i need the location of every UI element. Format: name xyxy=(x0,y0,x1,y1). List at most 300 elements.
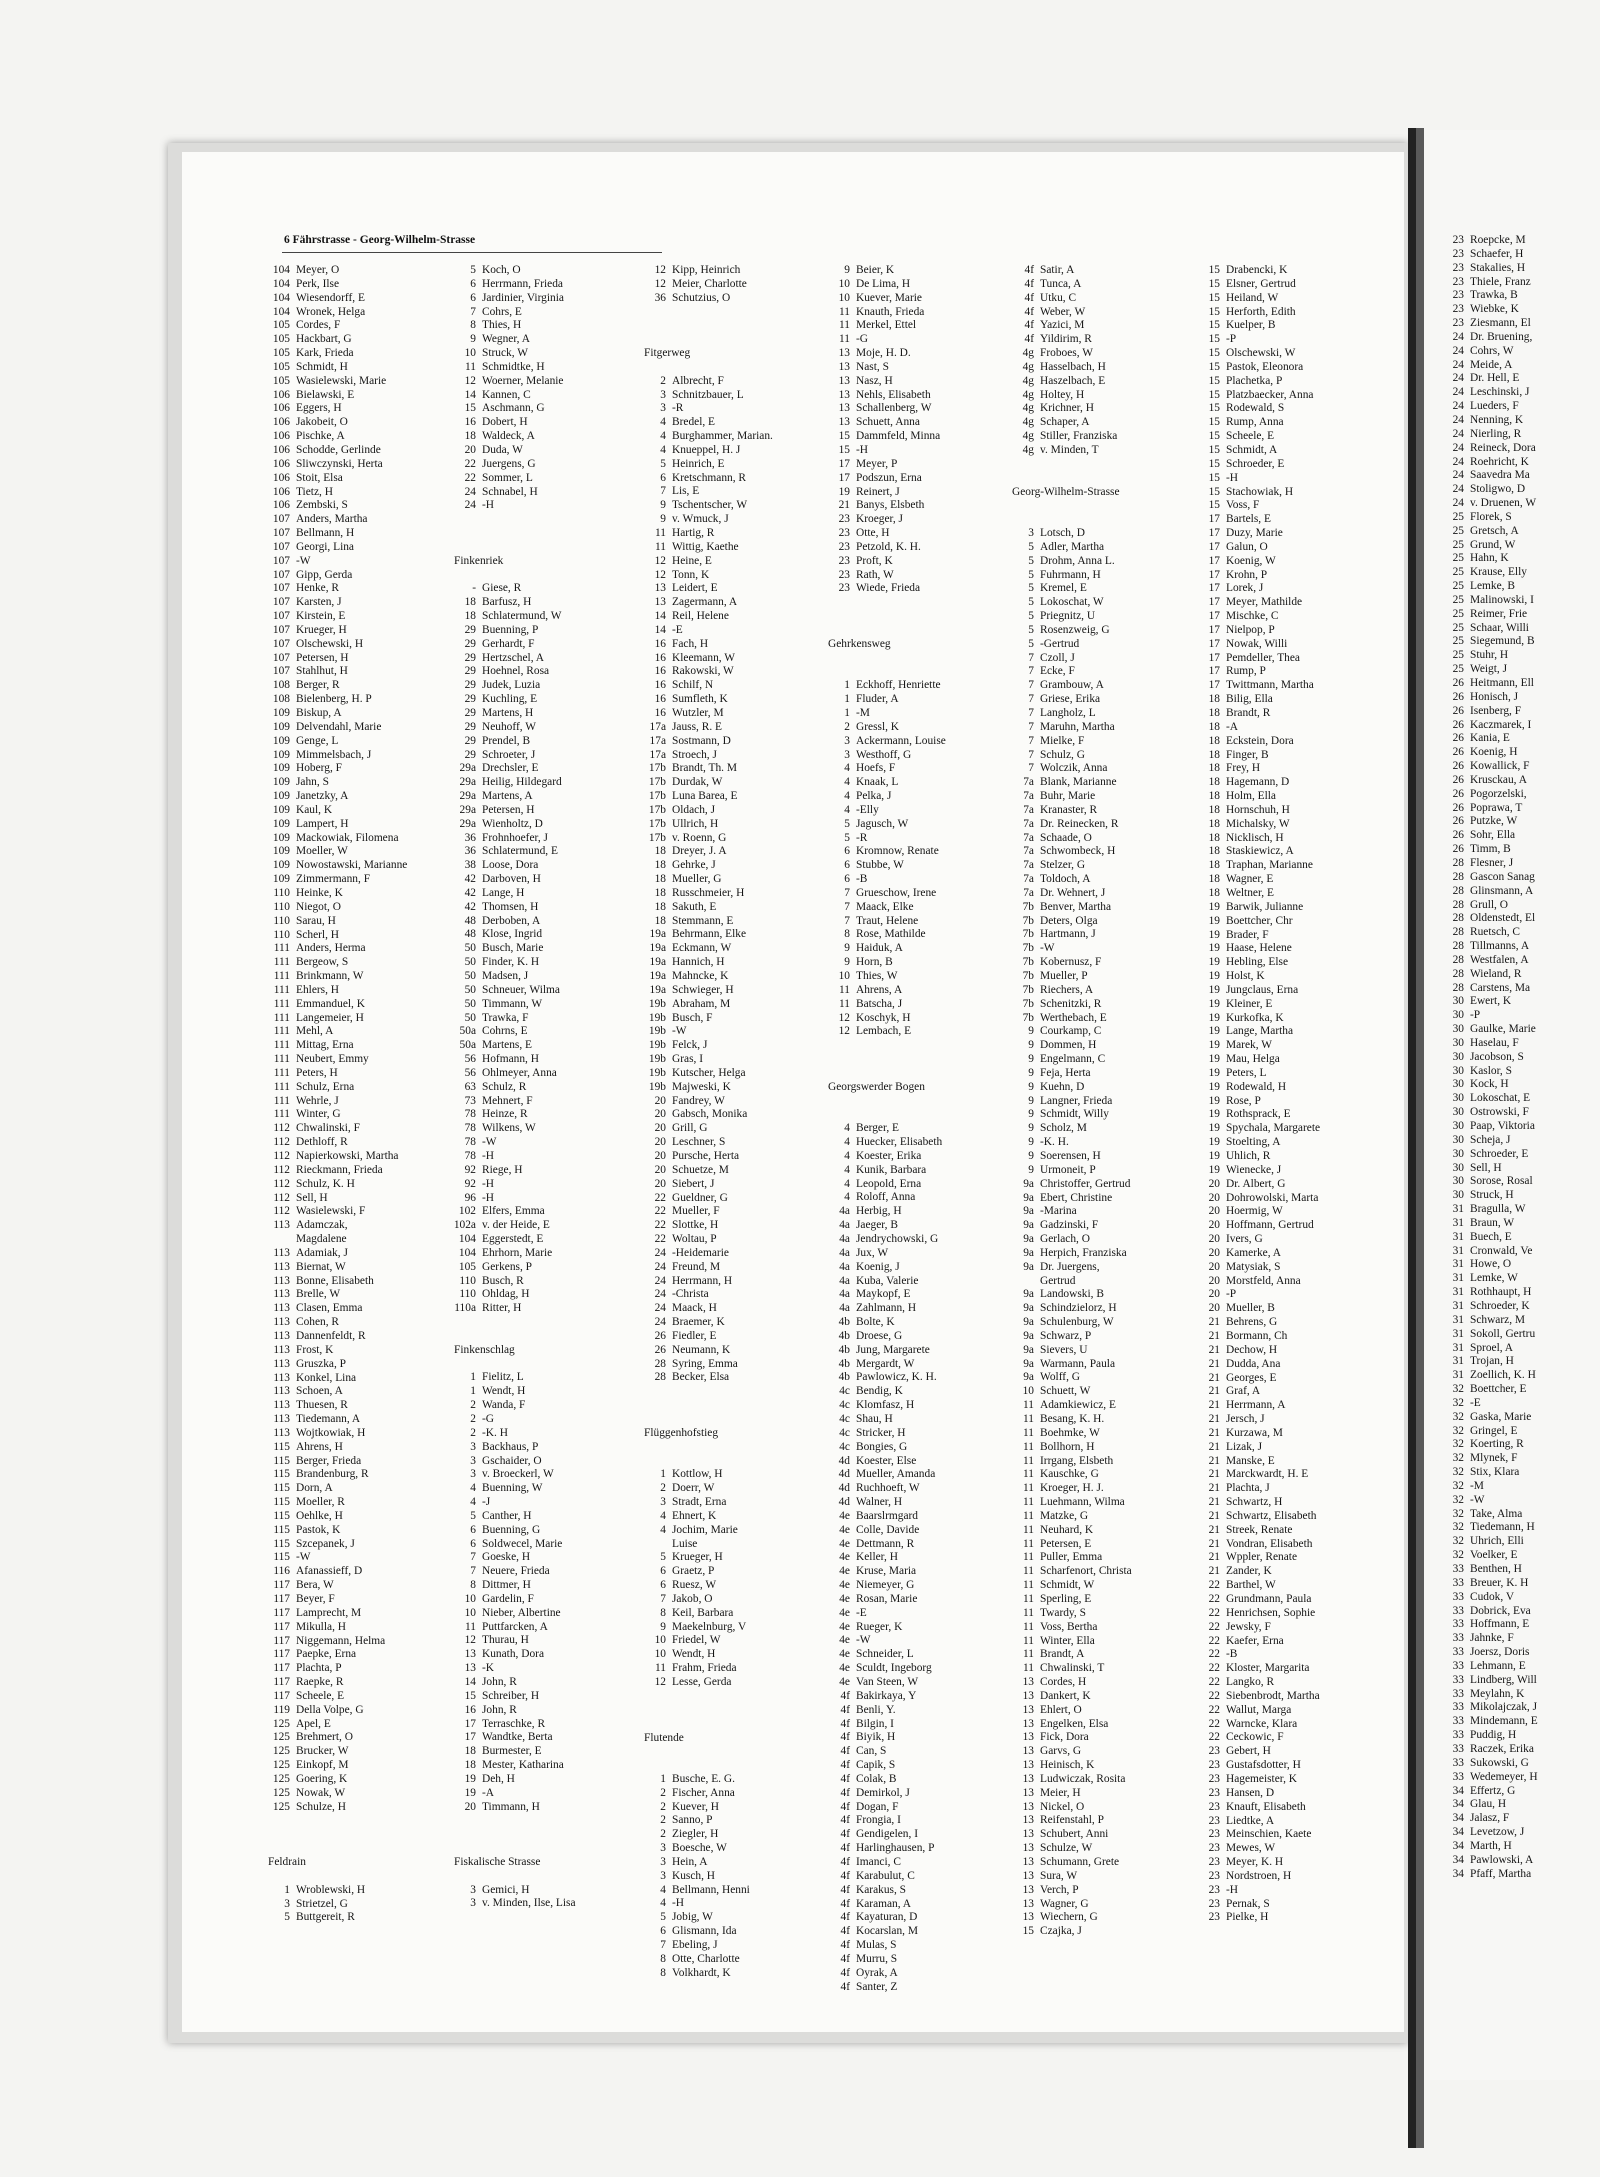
house-number: 10 xyxy=(464,1592,476,1605)
directory-entry xyxy=(1444,774,1600,788)
directory-entry xyxy=(1008,942,1180,956)
resident-name: v. Druenen, W xyxy=(1470,497,1537,510)
resident-name: Braun, W xyxy=(1470,1216,1515,1229)
directory-entry xyxy=(1008,1662,1180,1676)
house-number: 15 xyxy=(1208,402,1220,415)
resident-name: Lindberg, Will xyxy=(1470,1673,1537,1686)
house-number: 7 xyxy=(844,914,850,927)
house-number: 7 xyxy=(660,1592,666,1605)
directory-entry xyxy=(1194,1358,1366,1372)
house-number: 30 xyxy=(1452,1036,1464,1049)
house-number: 28 xyxy=(1452,912,1464,925)
resident-name: Chwalinski, F xyxy=(296,1122,360,1135)
house-number: 4f xyxy=(840,1897,850,1910)
directory-entry xyxy=(1008,1482,1180,1496)
house-number: 113 xyxy=(273,1302,290,1315)
house-number: 19 xyxy=(838,485,850,498)
directory-entry xyxy=(264,1759,436,1773)
resident-name: -B xyxy=(856,873,868,886)
resident-name: Lamprecht, M xyxy=(296,1606,362,1619)
directory-entry xyxy=(450,1621,622,1635)
house-number: 5 xyxy=(470,264,476,276)
resident-name: Tiedemann, A xyxy=(296,1413,361,1426)
resident-name: Bendig, K xyxy=(856,1385,903,1398)
resident-name: Duzy, Marie xyxy=(1226,527,1283,540)
resident-name: Holtey, H xyxy=(1040,388,1085,401)
resident-name: Oldach, J xyxy=(672,803,716,816)
directory-entry xyxy=(824,1358,996,1372)
directory-entry xyxy=(264,596,436,610)
resident-name: Nordstroen, H xyxy=(1226,1869,1292,1882)
resident-name: -Marina xyxy=(1040,1205,1077,1218)
street-heading: Flutende xyxy=(644,1731,684,1744)
resident-name: Marth, H xyxy=(1470,1839,1512,1852)
house-number: 23 xyxy=(1452,234,1464,246)
resident-name: Russchmeier, H xyxy=(672,886,745,899)
resident-name: Struck, H xyxy=(1470,1189,1514,1202)
directory-entry xyxy=(264,984,436,998)
resident-name: v. Minden, T xyxy=(1040,443,1099,456)
resident-name: -K xyxy=(482,1662,495,1675)
house-number: 29 xyxy=(464,748,476,761)
directory-entry xyxy=(264,915,436,929)
directory-entry xyxy=(824,1524,996,1538)
house-number: 17 xyxy=(1208,623,1220,636)
resident-name: -Heidemarie xyxy=(672,1246,729,1259)
house-number: 22 xyxy=(464,457,476,470)
resident-name: Sproel, A xyxy=(1470,1341,1514,1354)
resident-name: Eckstein, Dora xyxy=(1226,734,1294,747)
resident-name: Bragulla, W xyxy=(1470,1203,1526,1216)
house-number: 19 xyxy=(1208,956,1220,969)
house-number: 4f xyxy=(840,1966,850,1979)
resident-name: Jakob, O xyxy=(672,1592,713,1605)
directory-entry xyxy=(264,970,436,984)
directory-entry xyxy=(1194,389,1366,403)
directory-entry xyxy=(1444,1162,1600,1176)
resident-name: Levetzow, J xyxy=(1470,1826,1525,1839)
house-number: 12 xyxy=(464,374,476,387)
directory-entry xyxy=(1194,582,1366,596)
directory-entry xyxy=(264,804,436,818)
house-number: 7 xyxy=(1028,693,1034,706)
resident-name: Kroeger, J xyxy=(856,513,903,526)
resident-name: Schumann, Grete xyxy=(1040,1856,1120,1868)
house-number: 18 xyxy=(1208,886,1220,899)
directory-entry xyxy=(824,915,996,929)
directory-entry xyxy=(450,1136,622,1150)
resident-name: Voss, Bertha xyxy=(1040,1620,1098,1633)
house-number: 21 xyxy=(1208,1329,1220,1342)
resident-name: Ruesz, W xyxy=(672,1579,717,1592)
resident-name: Meinschien, Kaete xyxy=(1226,1828,1312,1841)
resident-name: Bilgin, I xyxy=(856,1717,894,1730)
directory-entry xyxy=(264,1773,436,1787)
directory-entry xyxy=(824,472,996,486)
directory-entry xyxy=(1444,635,1600,649)
resident-name: Yazici, M xyxy=(1040,319,1085,332)
house-number: 24 xyxy=(1452,386,1464,399)
house-number: 4c xyxy=(839,1440,850,1453)
resident-name: Karabulut, C xyxy=(856,1869,915,1882)
house-number: 17b xyxy=(648,790,666,803)
directory-entry xyxy=(640,1192,812,1206)
directory-entry xyxy=(640,970,812,984)
resident-name: Wppler, Renate xyxy=(1226,1551,1298,1564)
directory-entry xyxy=(450,1067,622,1081)
directory-entry xyxy=(1194,444,1366,458)
street-heading: Georg-Wilhelm-Strasse xyxy=(1012,485,1120,498)
resident-name: Brandt, Th. M xyxy=(672,762,737,775)
house-number: 28 xyxy=(1452,953,1464,966)
house-number: 107 xyxy=(272,637,290,650)
directory-entry xyxy=(450,1482,622,1496)
house-number: 4 xyxy=(660,1883,666,1896)
directory-entry xyxy=(264,1053,436,1067)
directory-entry xyxy=(264,638,436,652)
house-number: 17a xyxy=(649,720,666,733)
directory-entry xyxy=(1008,416,1180,430)
house-number: 18 xyxy=(464,596,476,609)
directory-entry xyxy=(264,375,436,389)
resident-name: Ahrens, H xyxy=(296,1440,343,1453)
resident-name: Moje, H. D. xyxy=(856,347,911,360)
house-number: 4a xyxy=(839,1205,850,1218)
resident-name: Dommen, H xyxy=(1040,1039,1097,1052)
house-number: 109 xyxy=(272,817,290,830)
house-number: 33 xyxy=(1452,1729,1464,1742)
resident-name: Meier, Charlotte xyxy=(672,277,747,290)
directory-entry xyxy=(640,1247,812,1261)
house-number: 30 xyxy=(1452,1092,1464,1105)
resident-name: Martens, E xyxy=(482,1039,532,1052)
resident-name: Buttgereit, R xyxy=(296,1911,355,1924)
resident-name: Deters, Olga xyxy=(1040,914,1098,927)
house-number: 5 xyxy=(1028,568,1034,581)
resident-name: Dudda, Ana xyxy=(1226,1357,1281,1370)
house-number: 10 xyxy=(838,277,850,290)
directory-entry xyxy=(640,1302,812,1316)
directory-entry xyxy=(1444,1217,1600,1231)
house-number: 4d xyxy=(838,1468,850,1481)
resident-name: Hertzschel, A xyxy=(482,651,544,664)
directory-entry xyxy=(264,1898,436,1912)
directory-entry xyxy=(450,1122,622,1136)
resident-name: Saavedra Ma xyxy=(1470,469,1530,482)
resident-name: Santer, Z xyxy=(856,1980,898,1993)
resident-name: Jung, Margarete xyxy=(856,1343,930,1356)
house-number: 107 xyxy=(272,651,290,664)
house-number: 4 xyxy=(660,1509,666,1522)
resident-name: Kauschke, G xyxy=(1040,1468,1099,1481)
resident-name: Kleiner, E xyxy=(1226,997,1273,1010)
house-number: 4d xyxy=(838,1496,850,1509)
house-number: 4g xyxy=(1022,360,1034,373)
resident-name: Jacobson, S xyxy=(1470,1050,1524,1063)
directory-entry xyxy=(450,292,622,306)
house-number: 109 xyxy=(272,762,290,775)
resident-name: Rose, Mathilde xyxy=(856,928,926,941)
resident-name: Winter, Ella xyxy=(1040,1634,1095,1647)
resident-name: Reinert, J xyxy=(856,485,900,498)
house-number: 20 xyxy=(654,1108,666,1121)
resident-name: Otte, Charlotte xyxy=(672,1952,740,1965)
directory-entry xyxy=(450,1565,622,1579)
resident-name: Eggerstedt, E xyxy=(482,1233,544,1246)
resident-name: Klomfasz, H xyxy=(856,1399,915,1412)
directory-entry xyxy=(640,513,812,527)
directory-entry xyxy=(1444,1729,1600,1743)
house-number: 33 xyxy=(1452,1632,1464,1645)
directory-entry xyxy=(1194,527,1366,541)
directory-entry xyxy=(450,928,622,942)
directory-entry xyxy=(450,652,622,666)
house-number: 30 xyxy=(1452,1064,1464,1077)
resident-name: Koester, Erika xyxy=(856,1149,922,1162)
directory-entry xyxy=(1194,1787,1366,1801)
house-number: 6 xyxy=(660,1565,666,1578)
resident-name: Pogorzelski, xyxy=(1470,787,1527,800)
directory-entry xyxy=(450,1095,622,1109)
resident-name: Koester, Else xyxy=(856,1454,917,1467)
house-number: 115 xyxy=(273,1454,290,1467)
resident-name: Stiller, Franziska xyxy=(1040,430,1118,443)
resident-name: Ceckowic, F xyxy=(1226,1731,1284,1744)
directory-entry xyxy=(824,984,996,998)
directory-entry xyxy=(1194,1801,1366,1815)
resident-name: Ewert, K xyxy=(1470,995,1512,1008)
directory-entry xyxy=(1008,1496,1180,1510)
directory-entry xyxy=(1444,1480,1600,1494)
house-number: 19a xyxy=(649,983,666,996)
house-number: 19 xyxy=(1208,1136,1220,1149)
resident-name: Satir, A xyxy=(1040,264,1075,276)
house-number: 8 xyxy=(660,1952,666,1965)
resident-name: Schnitzbauer, L xyxy=(672,388,744,401)
house-number: 113 xyxy=(273,1274,290,1287)
directory-entry xyxy=(264,818,436,832)
resident-name: Frahm, Frieda xyxy=(672,1662,737,1675)
directory-entry xyxy=(264,444,436,458)
directory-entry xyxy=(1444,1701,1600,1715)
spacer xyxy=(824,1108,996,1122)
directory-entry xyxy=(640,292,812,306)
spacer xyxy=(640,1455,812,1469)
directory-entry xyxy=(1008,1053,1180,1067)
directory-entry xyxy=(824,679,996,693)
house-number: 4 xyxy=(660,416,666,429)
directory-entry xyxy=(264,1275,436,1289)
directory-entry xyxy=(1444,982,1600,996)
house-number: 13 xyxy=(1022,1814,1034,1827)
directory-page xyxy=(182,152,1404,2032)
resident-name: Wittig, Kaethe xyxy=(672,540,739,553)
resident-name: Spychala, Margarete xyxy=(1226,1122,1321,1135)
directory-entry xyxy=(1194,1496,1366,1510)
resident-name: Dankert, K xyxy=(1040,1689,1091,1702)
resident-name: Howe, O xyxy=(1470,1258,1512,1271)
resident-name: Plachta, J xyxy=(1226,1482,1270,1495)
directory-entry xyxy=(1008,1247,1180,1261)
house-number: 13 xyxy=(464,1648,476,1661)
house-number: 9a xyxy=(1023,1177,1034,1190)
directory-entry xyxy=(1194,416,1366,430)
house-number: 9 xyxy=(660,499,666,512)
resident-name: Wojtkowiak, H xyxy=(296,1426,366,1439)
house-number: 5 xyxy=(1028,582,1034,595)
house-number: 11 xyxy=(839,333,850,346)
resident-name: Lembach, E xyxy=(856,1025,912,1038)
house-number: 115 xyxy=(273,1482,290,1495)
house-number: 63 xyxy=(464,1080,476,1093)
directory-entry xyxy=(450,1787,622,1801)
resident-name: Ritter, H xyxy=(482,1302,522,1315)
resident-name: Kuelper, B xyxy=(1226,319,1276,332)
house-number: 9a xyxy=(1023,1302,1034,1315)
directory-entry xyxy=(1444,1342,1600,1356)
house-number: 29a xyxy=(459,762,476,775)
house-number: 9a xyxy=(1023,1246,1034,1259)
resident-name: v. Wmuck, J xyxy=(672,513,729,526)
directory-entry xyxy=(450,762,622,776)
directory-entry xyxy=(450,1704,622,1718)
directory-entry xyxy=(640,1911,812,1925)
resident-name: Hagemeister, K xyxy=(1226,1772,1298,1785)
house-number: 4 xyxy=(844,1163,850,1176)
resident-name: Freund, M xyxy=(672,1260,721,1273)
resident-name: Bormann, Ch xyxy=(1226,1329,1288,1342)
resident-name: Buenning, W xyxy=(482,1482,543,1495)
resident-name: Feja, Herta xyxy=(1040,1066,1091,1079)
resident-name: Lotsch, D xyxy=(1040,527,1085,539)
directory-entry xyxy=(264,832,436,846)
directory-entry xyxy=(640,582,812,596)
house-number: 20 xyxy=(464,443,476,456)
resident-name: -G xyxy=(856,333,869,346)
directory-entry xyxy=(1008,1925,1180,1939)
resident-name: Twardy, S xyxy=(1040,1606,1086,1619)
directory-entry xyxy=(824,306,996,320)
directory-entry xyxy=(824,1219,996,1233)
directory-entry xyxy=(640,1205,812,1219)
directory-entry xyxy=(450,1607,622,1621)
house-number: 13 xyxy=(1022,1897,1034,1910)
resident-name: Magdalene xyxy=(296,1233,347,1246)
resident-name: Twittmann, Martha xyxy=(1226,679,1314,692)
house-number: 22 xyxy=(1208,1593,1220,1605)
directory-entry xyxy=(1444,414,1600,428)
resident-name: Hornschuh, H xyxy=(1226,803,1290,816)
house-number: 31 xyxy=(1452,1299,1464,1312)
resident-name: Ohldag, H xyxy=(482,1288,530,1301)
resident-name: Schwombeck, H xyxy=(1040,845,1116,858)
directory-entry xyxy=(824,1911,996,1925)
house-number: 26 xyxy=(1452,704,1464,717)
directory-entry xyxy=(450,624,622,638)
resident-name: Reifenstahl, P xyxy=(1040,1814,1104,1827)
directory-entry xyxy=(1008,278,1180,292)
resident-name: Riege, H xyxy=(482,1163,523,1176)
directory-entry xyxy=(1444,1078,1600,1092)
resident-name: Griese, Erika xyxy=(1040,693,1101,706)
house-number: 119 xyxy=(273,1703,290,1716)
directory-entry xyxy=(1008,1607,1180,1621)
directory-entry xyxy=(1444,899,1600,913)
house-number: 106 xyxy=(272,443,290,456)
house-number: 29a xyxy=(459,803,476,816)
directory-entry xyxy=(1444,1868,1600,1882)
resident-name: Matysiak, S xyxy=(1226,1260,1281,1273)
resident-name: Weltner, E xyxy=(1226,886,1274,899)
directory-entry xyxy=(264,1192,436,1206)
resident-name: Perk, Ilse xyxy=(296,277,340,290)
column-3 xyxy=(640,264,812,1981)
directory-entry xyxy=(264,901,436,915)
directory-entry xyxy=(1444,511,1600,525)
house-number: 13 xyxy=(654,582,666,595)
directory-entry xyxy=(640,1524,812,1538)
house-number: 25 xyxy=(1452,538,1464,551)
house-number: 125 xyxy=(272,1786,290,1799)
directory-entry xyxy=(1444,1688,1600,1702)
resident-name: Staskiewicz, A xyxy=(1226,845,1294,858)
house-number: 111 xyxy=(273,1094,290,1107)
directory-entry xyxy=(1008,818,1180,832)
resident-name: Gustafsdotter, H xyxy=(1226,1759,1301,1772)
directory-entry xyxy=(1444,1549,1600,1563)
directory-entry xyxy=(450,1468,622,1482)
directory-entry xyxy=(1194,402,1366,416)
house-number: 125 xyxy=(272,1731,290,1744)
resident-name: Napierkowski, Martha xyxy=(296,1150,399,1162)
house-number: 24 xyxy=(654,1246,666,1259)
resident-name: Voss, F xyxy=(1226,499,1260,512)
resident-name: Krichner, H xyxy=(1040,402,1094,415)
directory-entry xyxy=(1444,760,1600,774)
resident-name: Holm, Ella xyxy=(1226,790,1276,803)
house-number: 29 xyxy=(464,665,476,678)
resident-name: Fick, Dora xyxy=(1040,1731,1089,1744)
directory-entry xyxy=(824,1302,996,1316)
resident-name: Flesner, J xyxy=(1470,856,1514,869)
house-number: 18 xyxy=(1208,859,1220,872)
house-number: 18 xyxy=(654,900,666,913)
house-number: 29 xyxy=(464,637,476,650)
directory-entry xyxy=(1194,1081,1366,1095)
resident-name: Dr. Reinecken, R xyxy=(1040,817,1119,830)
resident-name: Platzbaecker, Anna xyxy=(1226,388,1314,401)
resident-name: Berger, E xyxy=(856,1122,899,1135)
resident-name: -W xyxy=(296,1551,311,1564)
directory-entry xyxy=(450,1773,622,1787)
house-number: 4a xyxy=(839,1246,850,1259)
resident-name: Mikolajczak, J xyxy=(1470,1701,1538,1714)
house-number: 115 xyxy=(273,1440,290,1453)
house-number: 31 xyxy=(1452,1244,1464,1257)
house-number: 106 xyxy=(272,388,290,401)
resident-name: Martens, A xyxy=(482,790,533,803)
resident-name: Sakuth, E xyxy=(672,900,717,913)
house-number: 24 xyxy=(1452,400,1464,413)
resident-name: Heilig, Hildegard xyxy=(482,776,562,789)
directory-entry xyxy=(450,1233,622,1247)
resident-name: Thuesen, R xyxy=(296,1399,348,1412)
directory-entry xyxy=(1008,1261,1180,1275)
resident-name: Cohrs, E xyxy=(482,305,522,318)
house-number: 4c xyxy=(839,1412,850,1425)
resident-name: Czoll, J xyxy=(1040,651,1075,664)
directory-entry xyxy=(1194,1565,1366,1579)
